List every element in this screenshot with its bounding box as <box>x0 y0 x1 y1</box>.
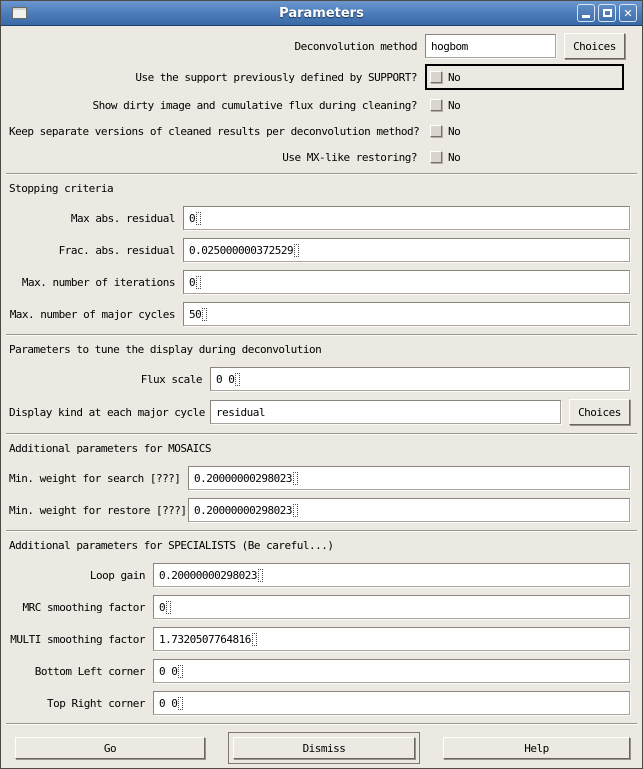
display-kind-input[interactable] <box>210 400 561 424</box>
loop-gain-input[interactable] <box>153 563 630 587</box>
section-display-tuning <box>1 343 642 425</box>
flux-scale-value: 0 0 <box>216 372 235 386</box>
minimize-icon <box>582 15 590 18</box>
mrc-smoothing-value: 0 <box>159 600 166 614</box>
mx-restoring-value: No <box>448 150 461 164</box>
row-keep-versions <box>9 121 630 141</box>
multi-smoothing-label: MULTI smoothing factor <box>10 632 145 646</box>
text-cursor <box>235 373 240 386</box>
window-title: Parameters <box>279 5 364 21</box>
text-cursor <box>202 308 207 321</box>
max-iterations-label: Max. number of iterations <box>21 275 175 289</box>
max-iterations-value: 0 <box>189 275 196 289</box>
display-kind-choices-button[interactable]: Choices <box>569 399 630 425</box>
section-title: Parameters to tune the display during deconvolution <box>9 343 322 356</box>
max-abs-residual-input[interactable] <box>183 206 630 230</box>
max-major-cycles-label: Max. number of major cycles <box>9 307 175 321</box>
row-use-support <box>9 64 630 90</box>
top-right-corner-label: Top Right corner <box>47 696 145 710</box>
max-abs-residual-value: 0 <box>189 211 196 225</box>
row-flux-scale <box>9 367 630 391</box>
help-button[interactable]: Help <box>443 737 630 759</box>
row-min-weight-restore <box>9 498 630 522</box>
mrc-smoothing-input[interactable] <box>153 595 630 619</box>
keep-versions-value: No <box>448 124 461 138</box>
section-general <box>1 33 642 167</box>
row-show-dirty <box>9 95 630 115</box>
row-multi-smoothing <box>9 627 630 651</box>
section-specialists <box>1 539 642 715</box>
maximize-icon <box>603 9 612 17</box>
bottom-left-corner-input[interactable] <box>153 659 630 683</box>
row-loop-gain <box>9 563 630 587</box>
window-controls <box>577 4 637 22</box>
multi-smoothing-input[interactable] <box>153 627 630 651</box>
close-icon: ✕ <box>623 6 633 20</box>
default-button-frame <box>228 732 420 764</box>
top-right-corner-input[interactable] <box>153 691 630 715</box>
deconvolution-method-value: hogbom <box>431 39 468 53</box>
text-cursor <box>258 569 263 582</box>
footer-buttons <box>1 725 642 764</box>
keep-versions-toggle[interactable] <box>425 121 460 141</box>
checkbox-icon <box>430 125 442 137</box>
text-cursor <box>178 697 183 710</box>
flux-scale-label: Flux scale <box>140 372 202 386</box>
max-abs-residual-label: Max abs. residual <box>70 211 175 225</box>
text-cursor <box>252 633 257 646</box>
show-dirty-toggle[interactable] <box>425 95 460 115</box>
frac-abs-residual-input[interactable] <box>183 238 630 262</box>
checkbox-icon <box>430 71 442 83</box>
use-support-toggle[interactable] <box>430 67 460 87</box>
separator <box>6 530 637 532</box>
row-display-kind <box>9 399 630 425</box>
row-mrc-smoothing <box>9 595 630 619</box>
top-right-corner-value: 0 0 <box>159 696 178 710</box>
row-max-iterations <box>9 270 630 294</box>
section-mosaics <box>1 442 642 522</box>
row-top-right-corner <box>9 691 630 715</box>
bottom-left-corner-value: 0 0 <box>159 664 178 678</box>
text-cursor <box>293 472 298 485</box>
dismiss-button[interactable]: Dismiss <box>233 737 415 759</box>
row-mx-restoring <box>9 147 630 167</box>
min-weight-search-input[interactable] <box>188 466 630 490</box>
text-cursor <box>293 504 298 517</box>
min-weight-search-value: 0.20000000298023 <box>194 471 292 485</box>
deconvolution-method-label: Deconvolution method <box>294 39 417 53</box>
use-support-value: No <box>448 70 461 84</box>
show-dirty-label: Show dirty image and cumulative flux during cleaning? <box>92 98 417 112</box>
frac-abs-residual-label: Frac. abs. residual <box>58 243 175 257</box>
deconvolution-method-input[interactable] <box>425 34 556 58</box>
row-frac-abs-residual <box>9 238 630 262</box>
row-max-abs-residual <box>9 206 630 230</box>
go-button[interactable]: Go <box>15 737 205 759</box>
frac-abs-residual-value: 0.025000000372529 <box>189 243 294 257</box>
keep-versions-label: Keep separate versions of cleaned results per deconvolution method? <box>9 124 420 138</box>
section-title: Additional parameters for SPECIALISTS (Be careful...) <box>9 539 334 552</box>
min-weight-restore-input[interactable] <box>188 498 630 522</box>
row-max-major-cycles <box>9 302 630 326</box>
loop-gain-value: 0.20000000298023 <box>159 568 257 582</box>
deconvolution-method-choices-button[interactable]: Choices <box>564 33 625 59</box>
minimize-button[interactable] <box>577 4 595 22</box>
text-cursor <box>196 212 201 225</box>
checkbox-icon <box>430 151 442 163</box>
loop-gain-label: Loop gain <box>89 568 145 582</box>
row-bottom-left-corner <box>9 659 630 683</box>
use-support-focus-frame <box>425 64 624 90</box>
titlebar[interactable] <box>1 1 642 26</box>
section-stopping-criteria <box>1 182 642 326</box>
min-weight-search-label: Min. weight for search [???] <box>9 471 181 485</box>
display-kind-label: Display kind at each major cycle <box>9 405 205 419</box>
max-major-cycles-value: 50 <box>189 307 202 321</box>
use-support-label: Use the support previously defined by SUPPORT? <box>135 70 417 84</box>
mx-restoring-toggle[interactable] <box>425 147 460 167</box>
section-title: Additional parameters for MOSAICS <box>9 442 212 455</box>
show-dirty-value: No <box>448 98 461 112</box>
mrc-smoothing-label: MRC smoothing factor <box>22 600 145 614</box>
display-kind-value: residual <box>216 405 265 419</box>
separator <box>6 433 637 435</box>
text-cursor <box>178 665 183 678</box>
section-title: Stopping criteria <box>9 182 114 195</box>
mx-restoring-label: Use MX-like restoring? <box>282 150 417 164</box>
separator <box>6 173 637 175</box>
text-cursor <box>196 276 201 289</box>
max-major-cycles-input[interactable] <box>183 302 630 326</box>
max-iterations-input[interactable] <box>183 270 630 294</box>
bottom-left-corner-label: Bottom Left corner <box>34 664 145 678</box>
maximize-button[interactable] <box>598 4 616 22</box>
flux-scale-input[interactable] <box>210 367 630 391</box>
min-weight-restore-label: Min. weight for restore [???] <box>9 503 187 517</box>
multi-smoothing-value: 1.7320507764816 <box>159 632 251 646</box>
row-deconvolution-method <box>9 33 630 59</box>
row-min-weight-search <box>9 466 630 490</box>
separator <box>6 334 637 336</box>
min-weight-restore-value: 0.20000000298023 <box>194 503 292 517</box>
text-cursor <box>166 601 171 614</box>
checkbox-icon <box>430 99 442 111</box>
text-cursor <box>294 244 299 257</box>
close-button[interactable] <box>619 4 637 22</box>
